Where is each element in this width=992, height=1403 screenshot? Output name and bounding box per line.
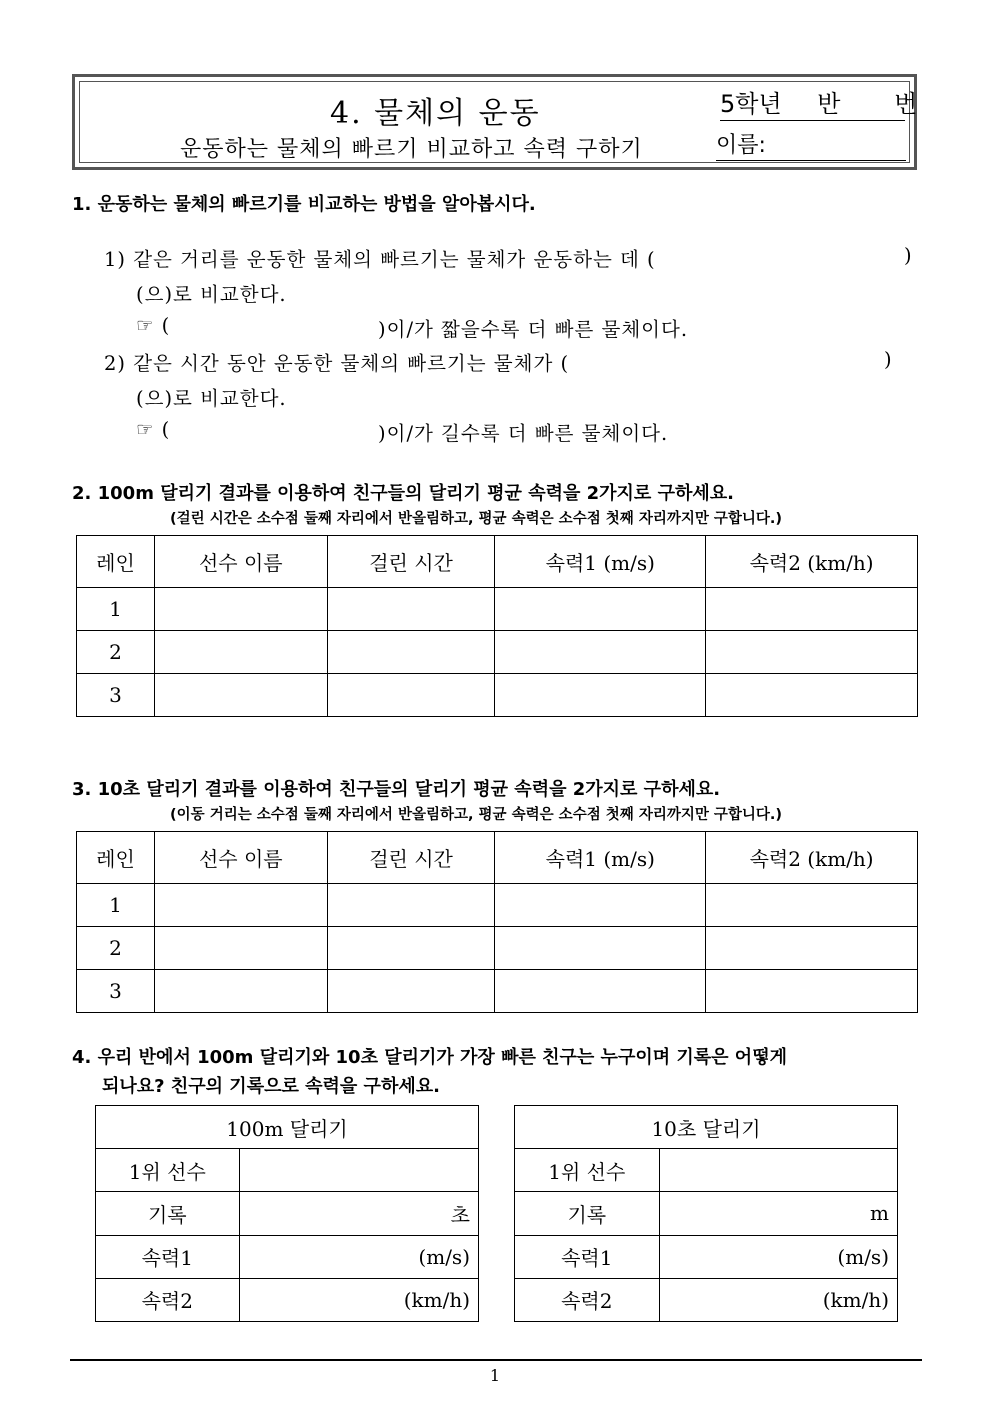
row-label: 속력1 — [96, 1235, 240, 1278]
class-info-field[interactable] — [720, 88, 918, 121]
table-row — [515, 1149, 898, 1192]
answer-cell[interactable] — [327, 630, 495, 673]
answer-cell[interactable] — [327, 587, 495, 630]
table-row — [77, 926, 918, 969]
header-box — [72, 74, 917, 170]
table-row — [77, 673, 918, 716]
lane-number: 1 — [77, 587, 155, 630]
row-label: 1위 선수 — [515, 1149, 660, 1192]
answer-cell[interactable] — [706, 630, 918, 673]
answer-cell[interactable] — [495, 673, 706, 716]
answer-cell[interactable] — [659, 1149, 897, 1192]
answer-cell[interactable] — [495, 969, 706, 1012]
answer-cell[interactable] — [154, 630, 327, 673]
lane-number: 2 — [77, 630, 155, 673]
col-header-player-name: 선수 이름 — [154, 832, 327, 884]
q4-title-line2: 되나요? 친구의 기록으로 속력을 구하세요. — [102, 1076, 440, 1097]
answer-cell[interactable] — [327, 969, 495, 1012]
answer-cell[interactable]: (km/h) — [239, 1278, 478, 1321]
answer-cell[interactable]: (km/h) — [659, 1278, 897, 1321]
table-row — [96, 1192, 479, 1235]
answer-cell[interactable] — [239, 1149, 478, 1192]
right-table-title: 10초 달리기 — [515, 1106, 898, 1149]
q1-item1-close-paren: ) — [904, 244, 913, 267]
row-label: 기록 — [515, 1192, 660, 1235]
q1-item2-line2: (으)로 비교한다. — [136, 387, 287, 410]
table-row — [77, 969, 918, 1012]
answer-cell[interactable] — [495, 587, 706, 630]
number-label: 번 — [894, 90, 918, 118]
answer-cell[interactable] — [154, 969, 327, 1012]
table-header-row — [77, 832, 918, 884]
q1-item1-line1: 1) 같은 거리를 운동한 물체의 빠르기는 물체가 운동하는 데 ( — [104, 248, 656, 271]
answer-cell[interactable] — [706, 969, 918, 1012]
q3-table — [76, 831, 918, 1013]
row-label: 기록 — [96, 1192, 240, 1235]
lane-number: 3 — [77, 969, 155, 1012]
col-header-lane: 레인 — [77, 536, 155, 588]
answer-cell[interactable] — [154, 926, 327, 969]
row-label: 속력2 — [96, 1278, 240, 1321]
page-number: 1 — [489, 1366, 501, 1385]
table-row — [96, 1278, 479, 1321]
answer-cell[interactable] — [154, 587, 327, 630]
col-header-time: 걸린 시간 — [327, 536, 495, 588]
q4-left-table — [95, 1105, 479, 1322]
page-subtitle: 운동하는 물체의 빠르기 비교하고 속력 구하기 — [180, 137, 643, 162]
footer-divider — [70, 1359, 922, 1361]
q3-note: (이동 거리는 소수점 둘째 자리에서 반올림하고, 평균 속력은 소수점 첫째 자리까지만 구합니다.) — [170, 807, 783, 823]
q1-item1-line2: (으)로 비교한다. — [136, 283, 287, 306]
q1-item2-hint-open: ☞ ( — [136, 418, 171, 441]
name-label: 이름: — [716, 133, 766, 158]
q4-title-line1: 4. 우리 반에서 100m 달리기와 10초 달리기가 가장 빠른 친구는 누구이며 기록은 어떻게 — [72, 1047, 787, 1068]
grade-label: 5학년 — [720, 90, 782, 118]
table-row — [77, 883, 918, 926]
q1-item2-close-paren: ) — [884, 348, 893, 371]
q2-table — [76, 535, 918, 717]
row-label: 속력2 — [515, 1278, 660, 1321]
table-row — [515, 1278, 898, 1321]
answer-cell[interactable]: m — [659, 1192, 897, 1235]
answer-cell[interactable] — [706, 926, 918, 969]
q2-note: (걸린 시간은 소수점 둘째 자리에서 반올림하고, 평균 속력은 소수점 첫째 자리까지만 구합니다.) — [170, 511, 783, 527]
answer-cell[interactable]: (m/s) — [239, 1235, 478, 1278]
answer-cell[interactable]: (m/s) — [659, 1235, 897, 1278]
q1-item1-hint-rest: )이/가 짧을수록 더 빠른 물체이다. — [378, 318, 689, 341]
name-field[interactable] — [716, 132, 906, 161]
q1-item2-line1: 2) 같은 시간 동안 운동한 물체의 빠르기는 물체가 ( — [104, 352, 570, 375]
q1-title: 1. 운동하는 물체의 빠르기를 비교하는 방법을 알아봅시다. — [72, 194, 536, 215]
q1-item2-hint-rest: )이/가 길수록 더 빠른 물체이다. — [378, 422, 669, 445]
q1-item1-hint-open: ☞ ( — [136, 314, 171, 337]
answer-cell[interactable] — [327, 883, 495, 926]
header-inner-border — [79, 81, 918, 163]
col-header-speed1: 속력1 (m/s) — [495, 832, 706, 884]
lane-number: 1 — [77, 883, 155, 926]
q2-title: 2. 100m 달리기 결과를 이용하여 친구들의 달리기 평균 속력을 2가지로 구하세요. — [72, 483, 734, 504]
answer-cell[interactable] — [706, 587, 918, 630]
answer-cell[interactable] — [706, 883, 918, 926]
answer-cell[interactable] — [495, 883, 706, 926]
page-title: 4. 물체의 운동 — [330, 96, 541, 131]
q3-title: 3. 10초 달리기 결과를 이용하여 친구들의 달리기 평균 속력을 2가지로 구하세요. — [72, 779, 721, 800]
answer-cell[interactable] — [706, 673, 918, 716]
col-header-speed2: 속력2 (km/h) — [706, 536, 918, 588]
col-header-speed1: 속력1 (m/s) — [495, 536, 706, 588]
table-row — [96, 1235, 479, 1278]
table-row — [515, 1192, 898, 1235]
answer-cell[interactable] — [327, 926, 495, 969]
table-row — [77, 587, 918, 630]
answer-cell[interactable] — [154, 883, 327, 926]
col-header-player-name: 선수 이름 — [154, 536, 327, 588]
answer-cell[interactable]: 초 — [239, 1192, 478, 1235]
answer-cell[interactable] — [154, 673, 327, 716]
table-row — [96, 1149, 479, 1192]
col-header-speed2: 속력2 (km/h) — [706, 832, 918, 884]
row-label: 1위 선수 — [96, 1149, 240, 1192]
q4-right-table — [514, 1105, 898, 1322]
lane-number: 2 — [77, 926, 155, 969]
table-row — [77, 630, 918, 673]
table-row — [515, 1235, 898, 1278]
class-label: 반 — [817, 90, 841, 118]
table-header-row — [77, 536, 918, 588]
lane-number: 3 — [77, 673, 155, 716]
col-header-lane: 레인 — [77, 832, 155, 884]
answer-cell[interactable] — [495, 630, 706, 673]
left-table-title: 100m 달리기 — [96, 1106, 479, 1149]
col-header-time: 걸린 시간 — [327, 832, 495, 884]
answer-cell[interactable] — [327, 673, 495, 716]
answer-cell[interactable] — [495, 926, 706, 969]
row-label: 속력1 — [515, 1235, 660, 1278]
